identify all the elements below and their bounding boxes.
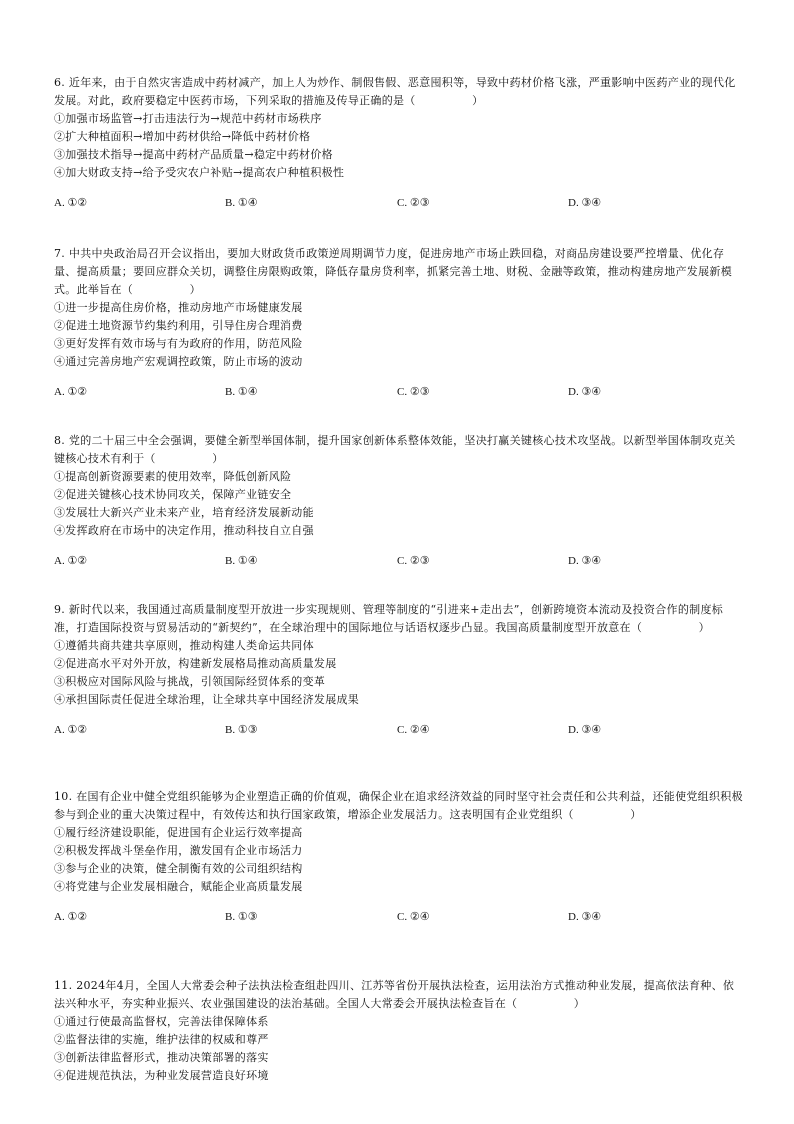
option-2: ②积极发挥战斗堡垒作用，激发国有企业市场活力 [54,844,303,857]
option-4: ④将党建与企业发展相融合，赋能企业高质量发展 [54,880,303,893]
option-1: ①进一步提高住房价格，推动房地产市场健康发展 [54,301,303,314]
answer-b[interactable]: B. ①④ [225,197,258,209]
option-4: ④发挥政府在市场中的决定作用，推动科技自立自强 [54,524,314,537]
option-1: ①通过行使最高监督权，完善法律保障体系 [54,1015,269,1028]
answer-b[interactable]: B. ①④ [225,555,258,567]
answer-choices [54,721,744,739]
answer-c[interactable]: C. ②③ [397,386,430,398]
option-1: ①加强市场监管→打击违法行为→规范中药材市场秩序 [54,112,322,125]
option-2: ②扩大种植面积→增加中药材供给→降低中药材价格 [54,130,311,143]
answer-a[interactable]: A. ①② [54,555,88,567]
option-1: ①提高创新资源要素的使用效率，降低创新风险 [54,470,292,483]
option-3: ③发展壮大新兴产业未来产业，培育经济发展新动能 [54,506,314,519]
answer-d[interactable]: D. ③④ [568,386,602,398]
answer-c[interactable]: C. ②③ [397,197,430,209]
answer-b[interactable]: B. ①③ [225,724,258,736]
option-4: ④承担国际责任促进全球治理，让全球共享中国经济发展成果 [54,693,360,706]
answer-c[interactable]: C. ②④ [397,724,430,736]
option-3: ③加强技术指导→提高中药材产品质量→稳定中药材价格 [54,148,333,161]
answer-choices [54,908,744,926]
option-2: ②监督法律的实施，维护法律的权威和尊严 [54,1033,269,1046]
option-3: ③积极应对国际风险与挑战，引领国际经贸体系的变革 [54,675,326,688]
question-7 [54,245,744,401]
answer-choices [54,383,744,401]
answer-c[interactable]: C. ②④ [397,911,430,923]
question-9 [54,601,744,739]
option-1: ①遵循共商共建共享原则，推动构建人类命运共同体 [54,639,314,652]
answer-a[interactable]: A. ①② [54,911,88,923]
question-stem: 9. 新时代以来，我国通过高质量制度型开放进一步实现规则、管理等制度的“引进来+走出去”，创新跨境资本流动及投资合作的制度标准，打造国际投资与贸易活动的“新契约”，在全球治理中的国际地位与话语权逐步凸显。我国高质量制度型开放意在（ ） [54,603,724,634]
option-2: ②促进土地资源节约集约利用，引导住房合理消费 [54,319,303,332]
answer-choices [54,552,744,570]
question-stem: 11. 2024年4月，全国人大常委会种子法执法检查组赴四川、江苏等省份开展执法检查，运用法治方式推动种业发展，提高依法育种、依法兴种水平，夯实种业振兴、农业强国建设的法治基础。全国人大常委会开展执法检查旨在（ ） [54,979,735,1010]
question-stem: 6. 近年来，由于自然灾害造成中药材减产，加上人为炒作、制假售假、恶意囤积等，导致中药材价格飞涨，严重影响中医药产业的现代化发展。对此，政府要稳定中医药市场，下列采取的措施及传导正确的是（ ） [54,76,736,107]
option-3: ③更好发挥有效市场与有为政府的作用，防范风险 [54,337,303,350]
question-stem: 10. 在国有企业中健全党组织能够为企业塑造正确的价值观，确保企业在追求经济效益的同时坚守社会责任和公共利益，还能使党组织积极参与到企业的重大决策过程中，有效传达和执行国家政策，增添企业发展活力。这表明国有企业党组织（ ） [54,790,743,821]
option-1: ①履行经济建设职能，促进国有企业运行效率提高 [54,826,303,839]
answer-b[interactable]: B. ①③ [225,911,258,923]
option-3: ③创新法律监督形式，推动决策部署的落实 [54,1051,269,1064]
option-2: ②促进高水平对外开放，构建新发展格局推动高质量发展 [54,657,337,670]
answer-d[interactable]: D. ③④ [568,911,602,923]
answer-d[interactable]: D. ③④ [568,197,602,209]
question-8 [54,432,744,570]
question-6 [54,74,744,212]
option-4: ④通过完善房地产宏观调控政策，防止市场的波动 [54,355,303,368]
answer-a[interactable]: A. ①② [54,386,88,398]
question-stem: 8. 党的二十届三中全会强调，要健全新型举国体制，提升国家创新体系整体效能，坚决打赢关键核心技术攻坚战。以新型举国体制攻克关键核心技术有利于（ ） [54,434,736,465]
answer-a[interactable]: A. ①② [54,197,88,209]
option-2: ②促进关键核心技术协同攻关，保障产业链安全 [54,488,292,501]
answer-choices [54,194,744,212]
question-10 [54,788,744,926]
option-4: ④加大财政支持→给予受灾农户补贴→提高农户种植积极性 [54,166,345,179]
answer-d[interactable]: D. ③④ [568,555,602,567]
answer-a[interactable]: A. ①② [54,724,88,736]
option-3: ③参与企业的决策，健全制衡有效的公司组织结构 [54,862,303,875]
question-stem: 7. 中共中央政治局召开会议指出，要加大财政货币政策逆周期调节力度，促进房地产市场止跌回稳，对商品房建设要严控增量、优化存量、提高质量；要回应群众关切，调整住房限购政策，降低存量房贷利率，抓紧完善土地、财税、金融等政策，推动构建房地产发展新模式。此举旨在（ ） [54,247,732,296]
question-11 [54,977,744,1085]
answer-b[interactable]: B. ①④ [225,386,258,398]
answer-c[interactable]: C. ②③ [397,555,430,567]
answer-d[interactable]: D. ③④ [568,724,602,736]
option-4: ④促进规范执法，为种业发展营造良好环境 [54,1069,269,1082]
